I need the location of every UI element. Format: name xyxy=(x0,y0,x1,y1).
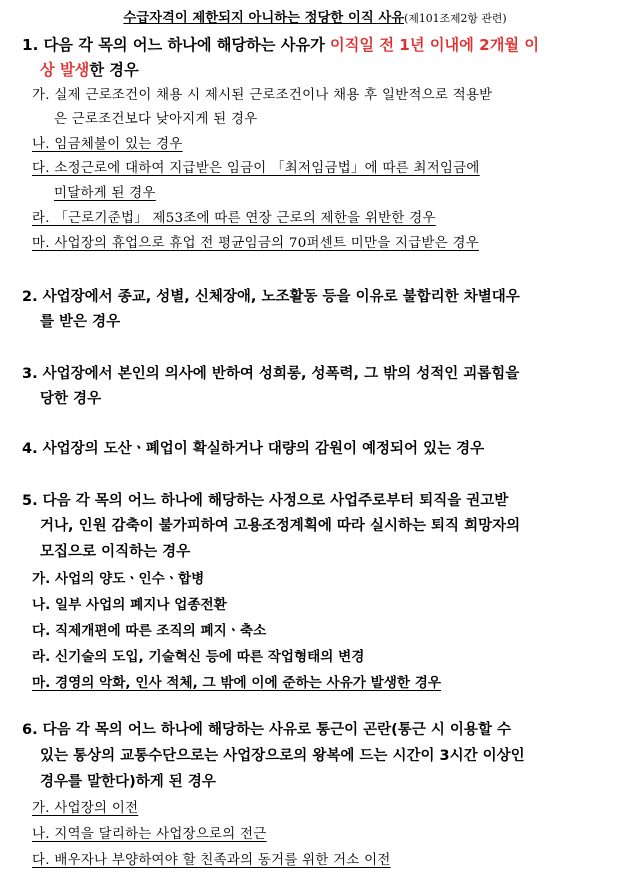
section-1-item-ma: 마. 사업장의 휴업으로 휴업 전 평균임금의 70퍼센트 미만을 지급받은 경우 xyxy=(32,236,480,251)
section-2-line-2: 를 받은 경우 xyxy=(40,314,121,330)
section-6-line-2: 있는 통상의 교통수단으로는 사업장으로의 왕복에 드는 시간이 3시간 이상인 xyxy=(40,748,525,764)
section-5-item-ga: 가. 사업의 양도ㆍ인수ㆍ합병 xyxy=(32,571,205,587)
section-5-line-1: 5. 다음 각 목의 어느 하나에 해당하는 사정으로 사업주로부터 퇴직을 권고받 xyxy=(22,493,509,509)
section-1-pre: 1. 다음 각 목의 어느 하나에 해당하는 사유가 xyxy=(22,36,331,54)
section-1-item-ra: 라. 「근로기준법」 제53조에 따른 연장 근로의 제한을 위반한 경우 xyxy=(32,211,436,226)
section-1-item-ga: 가. 실제 근로조건이 채용 시 제시된 근로조건이나 채용 후 일반적으로 적용받 xyxy=(32,88,493,103)
section-5-item-ma: 마. 경영의 악화, 인사 적체, 그 밖에 이에 준하는 사유가 발생한 경우 xyxy=(32,675,441,691)
section-6-line-1: 6. 다음 각 목의 어느 하나에 해당하는 사유로 통근이 곤란(통근 시 이용할 수 xyxy=(22,722,512,738)
section-1-heading xyxy=(22,34,539,55)
section-1-item-ga-cont: 은 근로조건보다 낮아지게 된 경우 xyxy=(54,112,258,127)
section-5-line-2: 거나, 인원 감축이 불가피하여 고용조정계획에 따라 실시하는 퇴직 희망자의 xyxy=(40,518,521,534)
section-1-item-da-cont: 미달하게 된 경우 xyxy=(54,186,156,201)
title-reference: (제101조제2항 관련) xyxy=(404,12,507,25)
section-4-line-1: 4. 사업장의 도산ㆍ폐업이 확실하거나 대량의 감원이 예정되어 있는 경우 xyxy=(22,441,485,457)
section-1-item-na: 나. 임금체불이 있는 경우 xyxy=(32,137,183,152)
section-1-heading-cont xyxy=(40,59,139,80)
section-6-item-ga: 가. 사업장의 이전 xyxy=(32,801,139,816)
title-main: 수급자격이 제한되지 아니하는 정당한 이직 사유 xyxy=(123,10,405,26)
section-5-item-na: 나. 일부 사업의 폐지나 업종전환 xyxy=(32,597,227,613)
section-5-item-da: 다. 직제개편에 따른 조직의 폐지ㆍ축소 xyxy=(32,623,267,639)
section-3-line-1: 3. 사업장에서 본인의 의사에 반하여 성희롱, 성폭력, 그 밖의 성적인 괴롭힘을 xyxy=(22,366,520,382)
section-1-post: 한 경우 xyxy=(89,61,139,79)
section-1-highlight-1: 이직일 전 1년 이내에 2개월 이 xyxy=(330,36,540,54)
section-3-line-2: 당한 경우 xyxy=(40,391,102,407)
section-2-line-1: 2. 사업장에서 종교, 성별, 신체장애, 노조활동 등을 이유로 불합리한 차별대우 xyxy=(22,289,520,305)
document-title xyxy=(4,6,626,26)
section-5-item-ra: 라. 신기술의 도입, 기술혁신 등에 따른 작업형태의 변경 xyxy=(32,649,365,665)
section-1-item-da: 다. 소정근로에 대하여 지급받은 임금이 「최저임금법」에 따른 최저임금에 xyxy=(32,161,480,176)
section-5-line-3: 모집으로 이직하는 경우 xyxy=(40,544,191,560)
section-1-highlight-2: 상 발생 xyxy=(40,61,90,79)
section-6-line-3: 경우를 말한다)하게 된 경우 xyxy=(40,774,216,790)
section-6-item-da: 다. 배우자나 부양하여야 할 친족과의 동거를 위한 거소 이전 xyxy=(32,853,391,868)
section-6-item-na: 나. 지역을 달리하는 사업장으로의 전근 xyxy=(32,827,267,842)
